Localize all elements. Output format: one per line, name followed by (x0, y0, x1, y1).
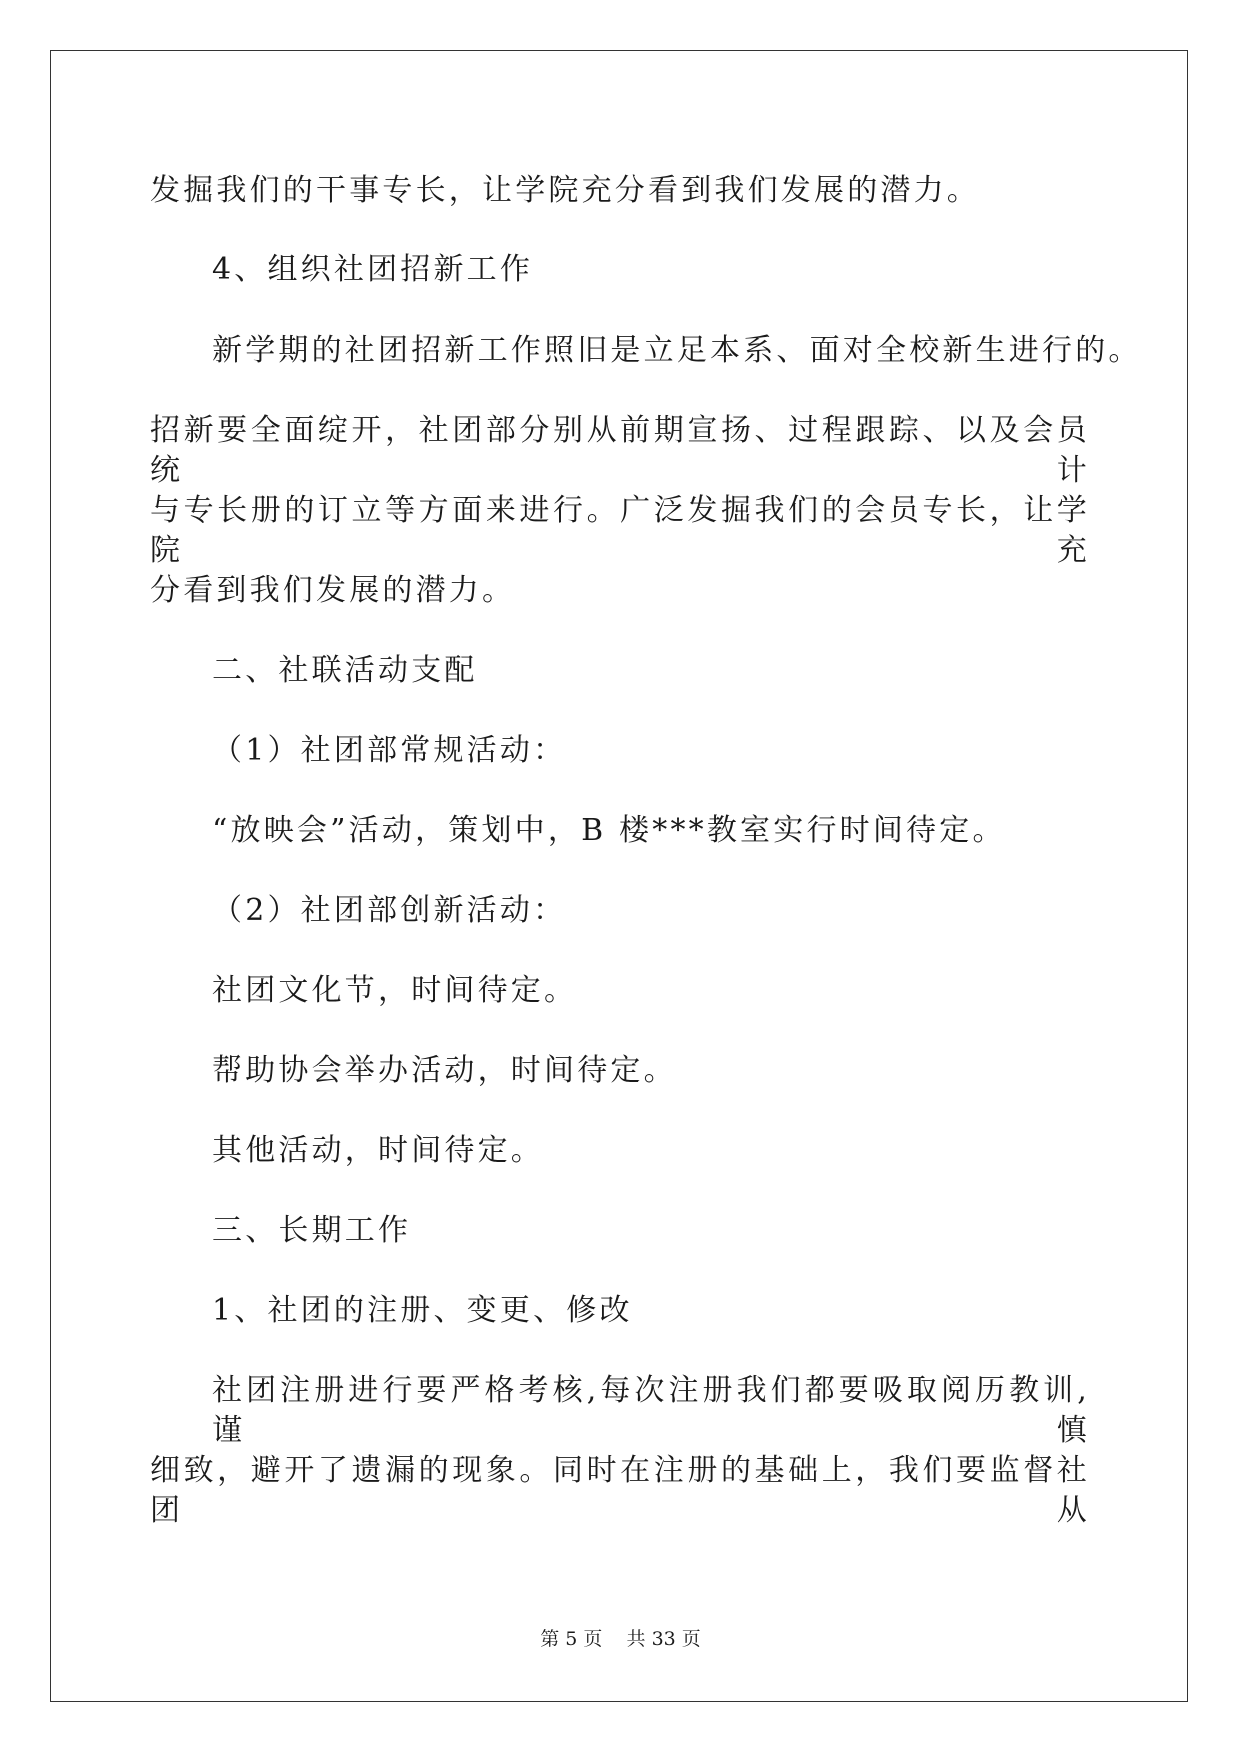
page-footer: 第 5 页 共 33 页 (540, 1628, 701, 1650)
body-line: 分看到我们发展的潜力。 (150, 573, 516, 608)
body-line: 帮助协会举办活动，时间待定。 (212, 1053, 677, 1088)
body-line: 招新要全面绽开，社团部分别从前期宣扬、过程跟踪、以及会员统计 (150, 413, 1090, 488)
section-heading: 4、组织社团招新工作 (212, 252, 534, 287)
section-heading: 三、长期工作 (212, 1213, 412, 1248)
body-line: “放映会”活动，策划中，B 楼***教室实行时间待定。 (212, 813, 1006, 848)
section-heading: 1、社团的注册、变更、修改 (212, 1293, 633, 1328)
body-line: 社团文化节，时间待定。 (212, 973, 578, 1008)
section-heading: 二、社联活动支配 (212, 653, 478, 688)
body-line: 细致，避开了遗漏的现象。同时在注册的基础上，我们要监督社团从 (150, 1453, 1090, 1528)
subsection-heading: （1）社团部常规活动： (212, 733, 567, 768)
body-line: 发掘我们的干事专长，让学院充分看到我们发展的潜力。 (150, 173, 980, 208)
body-line: 其他活动，时间待定。 (212, 1133, 544, 1168)
body-line: 新学期的社团招新工作照旧是立足本系、面对全校新生进行的。 (212, 333, 1142, 368)
body-line: 社团注册进行要严格考核,每次注册我们都要吸取阅历教训,谨慎 (212, 1373, 1090, 1448)
body-line: 与专长册的订立等方面来进行。广泛发掘我们的会员专长，让学院充 (150, 493, 1090, 568)
subsection-heading: （2）社团部创新活动： (212, 893, 567, 928)
